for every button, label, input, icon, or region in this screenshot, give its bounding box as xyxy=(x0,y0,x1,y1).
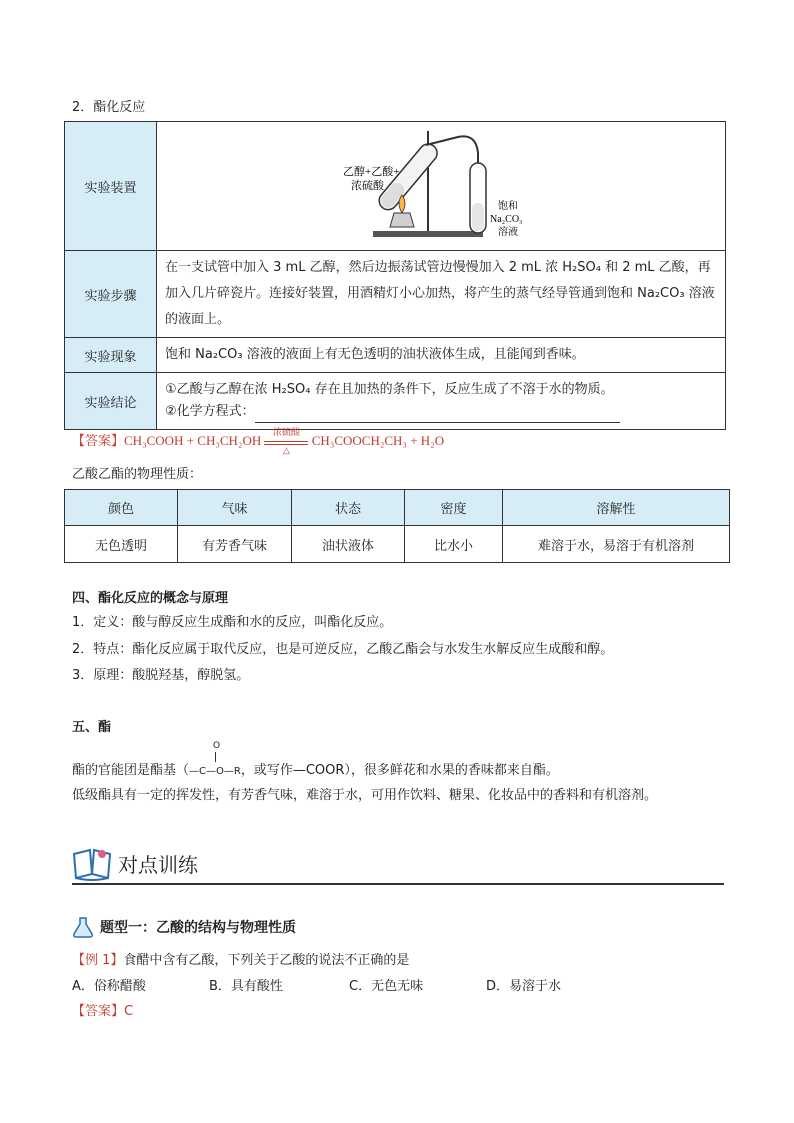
props-header: 溶解性 xyxy=(503,490,730,526)
training-divider xyxy=(72,883,724,885)
props-header: 气味 xyxy=(178,490,292,526)
condition-bottom: △ xyxy=(283,445,290,456)
alcohol-lamp xyxy=(390,213,414,227)
row-label-apparatus: 实验装置 xyxy=(65,122,157,251)
ester-struct-line: —C—O—R xyxy=(189,766,241,777)
props-value: 有芳香气味 xyxy=(178,526,292,563)
option-d: D．易溶于水 xyxy=(486,979,562,994)
equation-rhs: CH₃COOCH₂CH₃ + H₂O xyxy=(311,433,445,448)
props-value: 比水小 xyxy=(405,526,503,563)
phenomena-text: 饱和 Na₂CO₃ 溶液的液面上有无色透明的油状液体生成，且能闻到香味。 xyxy=(157,338,726,373)
line1-post: ，或写作—COOR），很多鲜花和水果的香味都来自酯。 xyxy=(240,763,559,778)
conclusion-1: ①乙酸与乙醇在浓 H₂SO₄ 存在且加热的条件下，反应生成了不溶于水的物质。 xyxy=(165,382,614,397)
option-b: B．具有酸性 xyxy=(209,979,283,994)
section4-item-3: 3．原理：酸脱羟基，醇脱氢。 xyxy=(72,668,250,683)
conclusion-2-row xyxy=(165,401,717,423)
label-saturated: 饱和 xyxy=(498,201,518,212)
props-header: 密度 xyxy=(405,490,503,526)
option-a: A．俗称醋酸 xyxy=(72,979,146,994)
answer-label: 【答案】 xyxy=(72,433,125,448)
props-value: 无色透明 xyxy=(65,526,178,563)
row-label-steps: 实验步骤 xyxy=(65,251,157,338)
section5-line-1 xyxy=(72,761,559,782)
condition-top: 浓硫酸 xyxy=(272,427,300,438)
answer-label-2: 【答案】 xyxy=(72,1004,125,1019)
flask-icon xyxy=(72,916,94,938)
section-title-esterification: 2．酯化反应 xyxy=(72,100,146,115)
section4-title: 四、酯化反应的概念与原理 xyxy=(72,591,229,606)
section5-line-2: 低级酯具有一定的挥发性，有芳香气味，难溶于水，可用作饮料、糖果、化妆品中的香料和有机溶剂。 xyxy=(72,788,658,803)
props-title: 乙酸乙酯的物理性质： xyxy=(72,467,203,482)
row-label-phenomena: 实验现象 xyxy=(65,338,157,373)
example-answer xyxy=(72,1002,133,1022)
equation-blank xyxy=(255,408,620,423)
props-value: 难溶于水，易溶于有机溶剂 xyxy=(503,526,730,563)
label-reagents-1: 乙醇+乙酸+ xyxy=(343,166,400,178)
reaction-condition-arrow xyxy=(264,427,308,456)
section4-item-1: 1．定义：酸与醇反应生成酯和水的反应，叫酯化反应。 xyxy=(72,615,393,630)
label-na2co3: Na₂CO₃ xyxy=(490,214,523,225)
ester-struct-o: O xyxy=(213,741,221,751)
example-1 xyxy=(72,951,409,971)
question-type-title: 题型一：乙酸的结构与物理性质 xyxy=(100,920,296,936)
apparatus-figure xyxy=(157,122,726,251)
example-text: 食醋中含有乙酸，下列关于乙酸的说法不正确的是 xyxy=(123,953,410,968)
answer-equation xyxy=(72,427,445,456)
flame xyxy=(399,195,405,213)
answer-value: C xyxy=(124,1004,134,1019)
section5-title: 五、酯 xyxy=(72,720,112,735)
option-c: C．无色无味 xyxy=(349,979,424,994)
props-header: 状态 xyxy=(292,490,405,526)
label-reagents-2: 浓硫酸 xyxy=(351,180,384,192)
apparatus-diagram xyxy=(158,123,718,245)
stand-base xyxy=(373,231,483,237)
props-value: 油状液体 xyxy=(292,526,405,563)
equation-lhs: CH₃COOH + CH₃CH₂OH xyxy=(124,433,262,448)
props-header: 颜色 xyxy=(65,490,178,526)
section4-item-2: 2．特点：酯化反应属于取代反应，也是可逆反应，乙酸乙酯会与水发生水解反应生成酸和醇。 xyxy=(72,642,614,657)
experiment-table xyxy=(64,121,726,430)
row-label-conclusion: 实验结论 xyxy=(65,373,157,430)
conclusion-cell xyxy=(157,373,726,430)
book-icon xyxy=(72,846,112,882)
conclusion-2: ②化学方程式： xyxy=(165,404,255,419)
label-solution: 溶液 xyxy=(498,227,518,238)
line1-pre: 酯的官能团是酯基（ xyxy=(72,763,190,778)
training-title: 对点训练 xyxy=(118,853,198,877)
example-label: 【例 1】 xyxy=(72,953,124,968)
props-table xyxy=(64,489,730,563)
steps-text: 在一支试管中加入 3 mL 乙醇，然后边振荡试管边慢慢加入 2 mL 浓 H₂SO₄ 和 2 mL 乙酸，再加入几片碎瓷片。连接好装置，用酒精灯小心加热，将产生的蒸气经导管通到饱和 Na₂CO₃ 溶液的液面上。 xyxy=(157,251,726,338)
